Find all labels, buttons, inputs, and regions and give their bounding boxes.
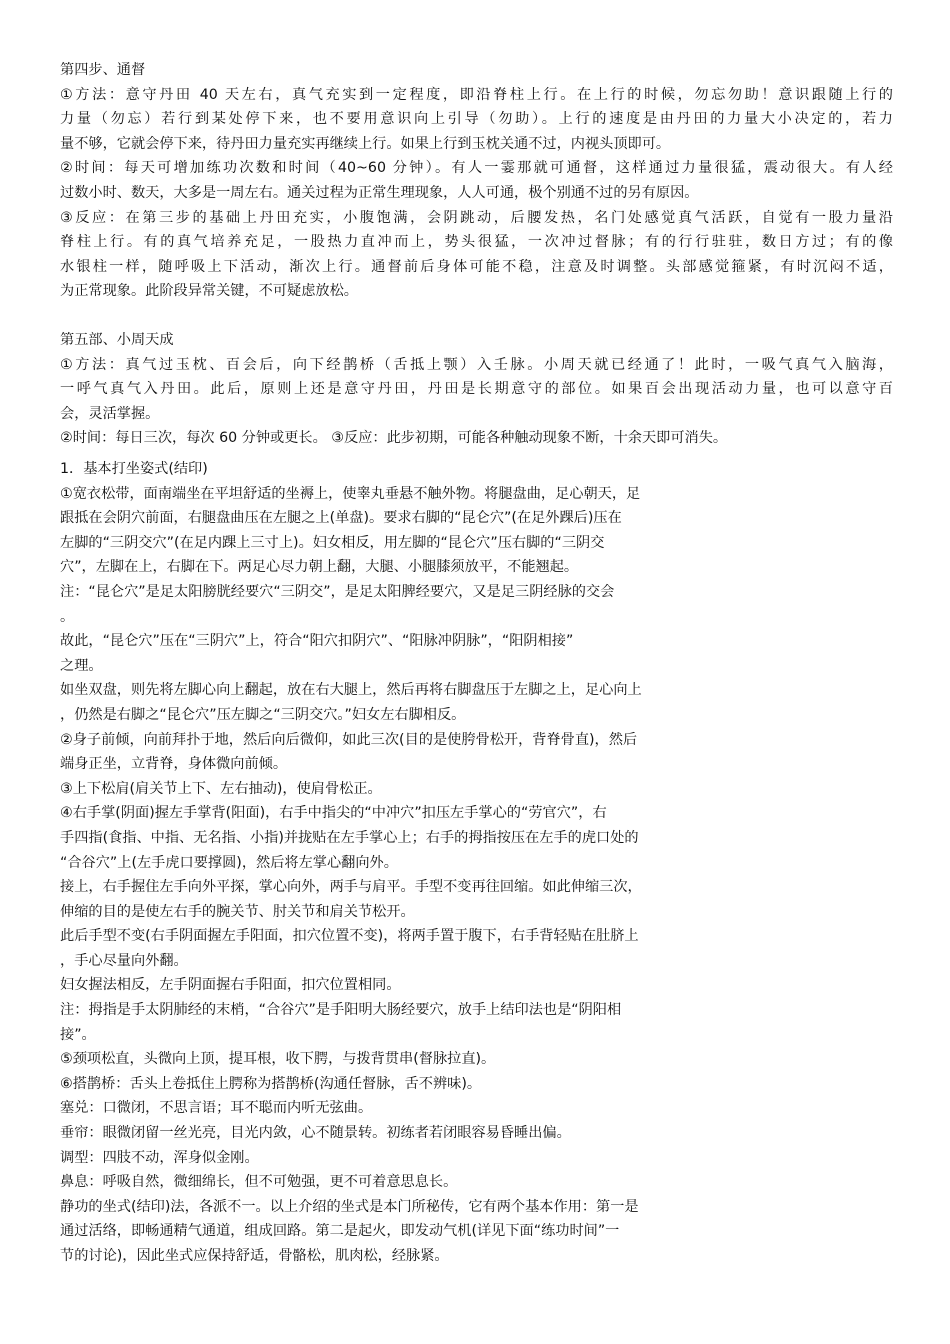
paragraph-line: 注：拇指是手太阴肺经的末梢，“合谷穴”是手阳明大肠经要穴，放手上结印法也是“阴阳相	[60, 1002, 622, 1019]
paragraph-line: 端身正坐，立背脊，身体微向前倾。	[60, 756, 288, 773]
paragraph-line: 节的讨论)，因此坐式应保持舒适，骨骼松，肌肉松，经脉紧。	[60, 1248, 449, 1264]
section-step-five	[60, 328, 893, 451]
paragraph-line: 注：“昆仑穴”是足太阳膀胱经要穴“三阴交”，是足太阳脾经要穴，又是足三阴经脉的交会	[60, 583, 615, 600]
paragraph-line: 跟抵在会阴穴前面，右腿盘曲压在左腿之上(单盘)。要求右脚的“昆仑穴”(在足外踝后)压在	[60, 510, 622, 527]
paragraph-line: ①宽衣松带，面南端坐在平坦舒适的坐褥上，使睾丸垂悬不触外物。将腿盘曲，足心朝天，足	[60, 485, 641, 502]
paragraph-line: ①方法：意守丹田 40 天左右，真气充实到一定程度，即沿脊柱上行。在上行的时候，勿忘勿助！意识跟随上行的	[60, 86, 893, 103]
paragraph-line: 量不够，它就会停下来，待丹田力量充实再继续上行。如果上行到玉枕关通不过，内视头顶即可。	[60, 135, 671, 152]
paragraph-line: 塞兑：口微闭，不思言语；耳不聪而内听无弦曲。	[60, 1100, 373, 1117]
paragraph-line: 如坐双盘，则先将左脚心向上翻起，放在右大腿上，然后再将右脚盘压于左脚之上，足心向上	[60, 682, 642, 699]
paragraph-line: 故此，“昆仑穴”压在“三阴穴”上，符合“阳穴扣阴穴”、“阳脉冲阴脉”，“阳阴相接”	[60, 633, 574, 650]
paragraph-line: 过数小时、数天，大多是一周左右。通关过程为正常生理现象，人人可通，极个别通不过的另有原因。	[60, 184, 699, 201]
paragraph-line: ②身子前倾，向前拜扑于地，然后向后微仰，如此三次(目的是使胯骨松开，背脊骨直)，然后	[60, 731, 638, 748]
paragraph-line: 为正常现象。此阶段异常关键，不可疑虑放松。	[60, 283, 358, 300]
paragraph-line: 左脚的“三阴交穴”(在足内踝上三寸上)。妇女相反，用左脚的“昆仑穴”压右脚的“三阴交	[60, 534, 605, 551]
paragraph-line: ，手心尽量向外翻。	[60, 952, 188, 969]
paragraph-line: 此后手型不变(右手阴面握左手阳面，扣穴位置不变)，将两手置于腹下，右手背轻贴在肚脐上	[60, 928, 639, 945]
paragraph-line: 鼻息：呼吸自然，微细绵长，但不可勉强，更不可着意思息长。	[60, 1174, 458, 1191]
paragraph-line: 水银柱一样，随呼吸上下活动，渐次上行。通督前后身体可能不稳，注意及时调整。头部感觉箍紧，有时沉闷不适，	[60, 258, 893, 275]
paragraph-line: 妇女握法相反，左手阴面握右手阳面，扣穴位置相同。	[60, 977, 401, 994]
paragraph-line: 力量（勿忘）若行到某处停下来，也不要用意识向上引导（勿助）。上行的速度是由丹田的力量大小决定的，若力	[60, 111, 893, 128]
paragraph-line: ②时间：每天可增加练功次数和时间（40~60 分钟）。有人一霎那就可通督，这样通过力量很猛，震动很大。有人经	[60, 160, 893, 177]
section-step-four	[60, 58, 893, 304]
paragraph-line: “合谷穴”上(左手虎口要撑圆)，然后将左掌心翻向外。	[60, 854, 398, 871]
paragraph-line: 脊柱上行。有的真气培养充足，一股热力直冲而上，势头很猛，一次冲过督脉；有的行行驻驻，数日方过；有的像	[60, 234, 893, 251]
paragraph-line: 接”。	[60, 1026, 96, 1043]
paragraph-line: 穴”，左脚在上，右脚在下。两足心尽力朝上翻，大腿、小腿膝须放平，不能翘起。	[60, 559, 579, 576]
paragraph-line: 一呼气真气入丹田。此后，原则上还是意守丹田，丹田是长期意守的部位。如果百会出现活动力量，也可以意守百	[60, 381, 893, 398]
paragraph-line: ①方法：真气过玉枕、百会后，向下经鹊桥（舌抵上颚）入壬脉。小周天就已经通了！此时，一吸气真气入脑海，	[60, 356, 893, 373]
paragraph-line: ③上下松肩(肩关节上下、左右抽动)，使肩骨松正。	[60, 780, 382, 797]
paragraph-line: ，仍然是右脚之“昆仑穴”压左脚之“三阴交穴。”妇女左右脚相反。	[60, 706, 466, 723]
section-sitting-posture	[60, 457, 760, 1269]
section-title: 第四步、通督	[60, 62, 146, 78]
paragraph-line: ③反应：在第三步的基础上丹田充实，小腹饱满，会阴跳动，后腰发热，名门处感觉真气活跃，自觉有一股力量沿	[60, 209, 893, 226]
paragraph-line: 会，灵活掌握。	[60, 405, 160, 422]
paragraph-line: ⑥搭鹊桥：舌头上卷抵住上腭称为搭鹊桥(沟通任督脉，舌不辨味)。	[60, 1075, 482, 1092]
paragraph-line: 静功的坐式(结印)法，各派不一。以上介绍的坐式是本门所秘传，它有两个基本作用：第一是	[60, 1198, 639, 1215]
paragraph-line: 垂帘：眼微闭留一丝光亮，目光内敛，心不随景转。初练者若闭眼容易昏睡出偏。	[60, 1125, 571, 1142]
paragraph-line: ⑤颈项松直，头微向上顶，提耳根，收下腭，与拨背贯串(督脉拉直)。	[60, 1051, 496, 1068]
paragraph-line: 手四指(食指、中指、无名指、小指)并拢贴在左手掌心上；右手的拇指按压在左手的虎口处的	[60, 829, 639, 846]
paragraph-line: 伸缩的目的是使左右手的腕关节、肘关节和肩关节松开。	[60, 903, 415, 920]
paragraph-line: 接上，右手握住左手向外平探，掌心向外，两手与肩平。手型不变再往回缩。如此伸缩三次，	[60, 879, 642, 896]
paragraph-line: ②时间：每日三次，每次 60 分钟或更长。 ③反应：此步初期，可能各种触动现象不断，十余天即可消失。	[60, 430, 728, 447]
paragraph-line: ④右手掌(阴面)握左手掌背(阳面)，右手中指尖的“中冲穴”扣压左手掌心的“劳官穴”，右	[60, 805, 607, 822]
paragraph-line: 之理。	[60, 657, 103, 674]
paragraph-line: 通过活络，即畅通精气通道，组成回路。第二是起火，即发动气机(详见下面“练功时间”一	[60, 1223, 620, 1240]
paragraph-line: 调型：四肢不动，浑身似金刚。	[60, 1149, 259, 1166]
paragraph-line: 。	[60, 608, 75, 625]
section-title: 第五部、小周天成	[60, 332, 174, 348]
subsection-title: 1．基本打坐姿式(结印)	[60, 461, 208, 477]
